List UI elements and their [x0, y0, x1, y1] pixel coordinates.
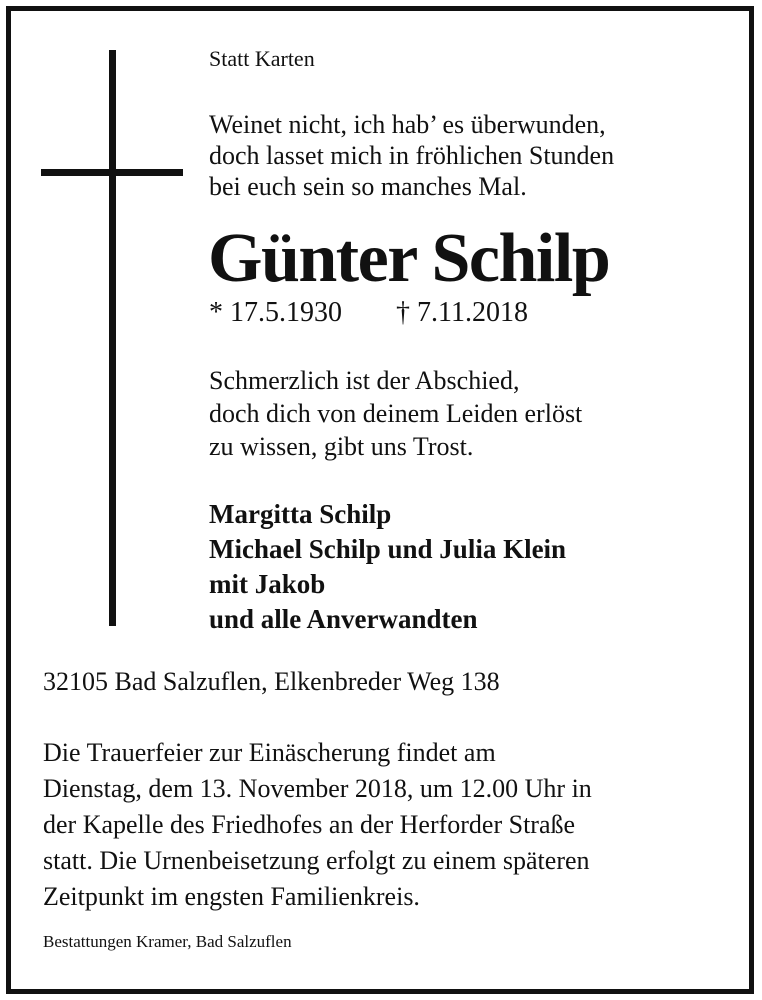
ceremony-line: Die Trauerfeier zur Einäscherung findet am [43, 738, 496, 767]
cross-icon-vertical-bar [109, 50, 116, 626]
mourning-family [209, 497, 566, 637]
death-date: † 7.11.2018 [396, 297, 528, 328]
birth-date: * 17.5.1930 [209, 297, 342, 328]
family-member: und alle Anverwandten [209, 604, 478, 634]
poem-verse [209, 109, 614, 202]
cross-icon-horizontal-bar [41, 169, 183, 176]
family-member: mit Jakob [209, 569, 326, 599]
undertaker-credit: Bestattungen Kramer, Bad Salzuflen [43, 932, 292, 951]
comfort-verse [209, 364, 582, 463]
ceremony-line: der Kapelle des Friedhofes an der Herforder Straße [43, 810, 576, 839]
ceremony-line: Dienstag, dem 13. November 2018, um 12.00 Uhr in [43, 774, 592, 803]
deceased-name: Günter Schilp [208, 220, 610, 297]
comfort-line: zu wissen, gibt uns Trost. [209, 432, 474, 461]
ceremony-line: statt. Die Urnenbeisetzung erfolgt zu einem späteren [43, 846, 590, 875]
family-member: Michael Schilp und Julia Klein [209, 534, 567, 564]
family-address: 32105 Bad Salzuflen, Elkenbreder Weg 138 [43, 667, 500, 696]
ceremony-notice [43, 735, 592, 915]
ceremony-line: Zeitpunkt im engsten Familienkreis. [43, 882, 420, 911]
poem-line: doch lasset mich in fröhlichen Stunden [209, 141, 615, 170]
comfort-line: doch dich von deinem Leiden erlöst [209, 399, 583, 428]
poem-line: bei euch sein so manches Mal. [209, 172, 527, 201]
comfort-line: Schmerzlich ist der Abschied, [209, 366, 520, 395]
family-member: Margitta Schilp [209, 499, 392, 529]
poem-line: Weinet nicht, ich hab’ es überwunden, [209, 110, 606, 139]
statt-karten-note: Statt Karten [209, 46, 315, 71]
